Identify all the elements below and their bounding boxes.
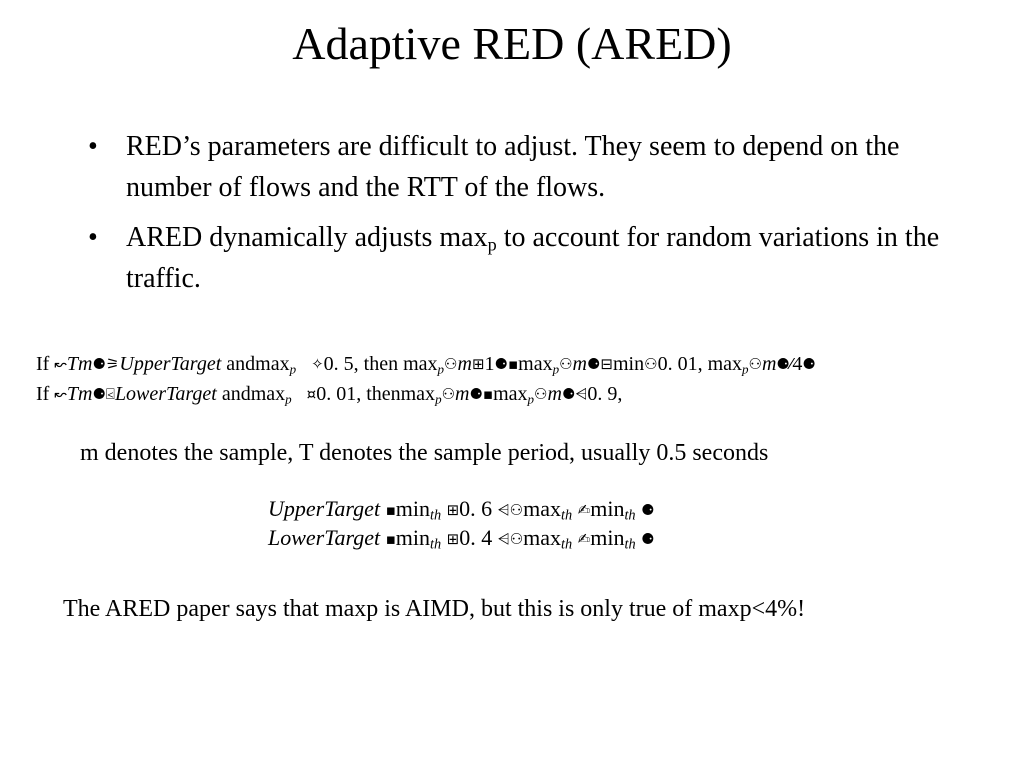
subscript: p bbox=[289, 361, 297, 377]
formula-text: If bbox=[36, 383, 55, 405]
formula-text: min bbox=[395, 496, 430, 521]
garbled-glyph: ⊞ bbox=[446, 501, 460, 519]
formula-text: m bbox=[547, 383, 562, 405]
subscript: p bbox=[552, 361, 560, 377]
bullet-text: RED’s parameters are difficult to adjust. They seem to depend on the number of flows and the RTT of the flows. bbox=[126, 131, 900, 203]
subscript: p bbox=[487, 234, 497, 255]
formula-text: min bbox=[590, 525, 625, 550]
formula-text: Tm bbox=[66, 353, 93, 375]
formula-text: UpperTarget bbox=[268, 496, 381, 521]
formula-text: m bbox=[457, 353, 472, 375]
formula-text: 4 bbox=[792, 353, 803, 375]
formula-text: max bbox=[523, 496, 562, 521]
formula-text: m bbox=[572, 353, 587, 375]
formula-text: m bbox=[761, 353, 777, 375]
formula-text: m bbox=[455, 383, 470, 405]
formula-text: 0. 01, max bbox=[657, 353, 743, 375]
garbled-glyph: ¤ bbox=[306, 385, 317, 403]
garbled-glyph: ⊞ bbox=[471, 355, 485, 373]
increase-rule-formula bbox=[36, 350, 816, 379]
formula-text: 0. 4 bbox=[459, 525, 493, 550]
garbled-glyph: ⚇ bbox=[444, 355, 458, 373]
garbled-glyph: ⚈▪ bbox=[469, 385, 494, 403]
formula-text: If bbox=[36, 353, 55, 375]
bullet-symbol: • bbox=[88, 131, 98, 162]
garbled-glyph: ⚇ bbox=[534, 385, 548, 403]
subscript: th bbox=[624, 536, 636, 553]
garbled-glyph: ⩤⚇ bbox=[497, 501, 524, 519]
subscript: th bbox=[429, 507, 442, 524]
formula-text: LowerTarget bbox=[114, 383, 217, 405]
subscript: th bbox=[561, 536, 573, 553]
garbled-glyph: ▪ bbox=[385, 501, 396, 519]
formula-text: LowerTarget bbox=[268, 525, 381, 550]
subscript: p bbox=[437, 361, 445, 377]
bullet-symbol: • bbox=[88, 222, 98, 253]
garbled-glyph: ⚈⚞ bbox=[92, 355, 120, 373]
bullet-text-part: to account for random variations in the traffic. bbox=[126, 222, 940, 294]
formula-text: max bbox=[523, 525, 562, 550]
formula-text: min bbox=[613, 353, 645, 375]
garbled-glyph: ✧ bbox=[311, 355, 324, 373]
bullet-item-2 bbox=[88, 217, 968, 299]
garbled-glyph: ⚈⊟ bbox=[586, 355, 613, 373]
garbled-glyph: ⚈ bbox=[641, 501, 655, 519]
garbled-glyph: ⚇ bbox=[748, 355, 762, 373]
garbled-glyph: ⚈⩤ bbox=[561, 385, 588, 403]
garbled-glyph: ✍ bbox=[577, 530, 591, 548]
garbled-glyph: ▪ bbox=[385, 530, 396, 548]
garbled-glyph: ⊞ bbox=[446, 530, 460, 548]
bullet-item-1 bbox=[88, 126, 968, 208]
slide-title: Adaptive RED (ARED) bbox=[292, 18, 732, 69]
garbled-glyph: ⚈▪ bbox=[494, 355, 519, 373]
subscript: p bbox=[527, 391, 535, 407]
garbled-glyph: ⚇ bbox=[441, 385, 456, 403]
formula-text: 1 bbox=[484, 353, 495, 375]
footer-note: The ARED paper says that maxp is AIMD, but this is only true of maxp<4%! bbox=[63, 596, 806, 622]
garbled-glyph: ⚇ bbox=[644, 355, 658, 373]
subscript: th bbox=[624, 507, 636, 524]
garbled-glyph: ⚈⁄ bbox=[776, 355, 793, 373]
formula-text: 0. 9, bbox=[587, 383, 623, 405]
upper-target-formula bbox=[268, 494, 655, 526]
garbled-glyph: ✍ bbox=[577, 501, 591, 519]
formula-text: max bbox=[493, 383, 528, 405]
bullet-text bbox=[126, 217, 956, 299]
subscript: p bbox=[285, 391, 292, 407]
sample-note: m denotes the sample, T denotes the sample period, usually 0.5 seconds bbox=[80, 440, 769, 466]
garbled-glyph: ⚈ bbox=[641, 530, 655, 548]
formula-text: Tm bbox=[66, 383, 93, 405]
lower-target-formula bbox=[268, 523, 655, 555]
subscript: p bbox=[742, 361, 749, 377]
garbled-glyph: ⚈⍃ bbox=[92, 385, 115, 403]
formula-text: andmax bbox=[221, 353, 290, 375]
garbled-glyph: ↜ bbox=[54, 355, 67, 373]
formula-text: andmax bbox=[216, 383, 286, 405]
subscript: th bbox=[429, 536, 442, 553]
formula-text: min bbox=[395, 525, 430, 550]
subscript: p bbox=[435, 391, 442, 407]
subscript: th bbox=[561, 507, 573, 524]
formula-text: min bbox=[590, 496, 625, 521]
garbled-glyph: ⚇ bbox=[559, 355, 573, 373]
garbled-glyph: ⚈ bbox=[802, 355, 816, 373]
formula-text: 0. 5, then max bbox=[323, 353, 438, 375]
formula-text: 0. 6 bbox=[459, 496, 493, 521]
formula-text: max bbox=[518, 353, 553, 375]
formula-text: UpperTarget bbox=[119, 353, 222, 375]
garbled-glyph: ↜ bbox=[54, 385, 67, 403]
decrease-rule-formula bbox=[36, 380, 622, 409]
garbled-glyph: ⩤⚇ bbox=[497, 530, 524, 548]
formula-text: 0. 01, thenmax bbox=[316, 383, 436, 405]
bullet-text-part: ARED dynamically adjusts max bbox=[126, 222, 488, 253]
